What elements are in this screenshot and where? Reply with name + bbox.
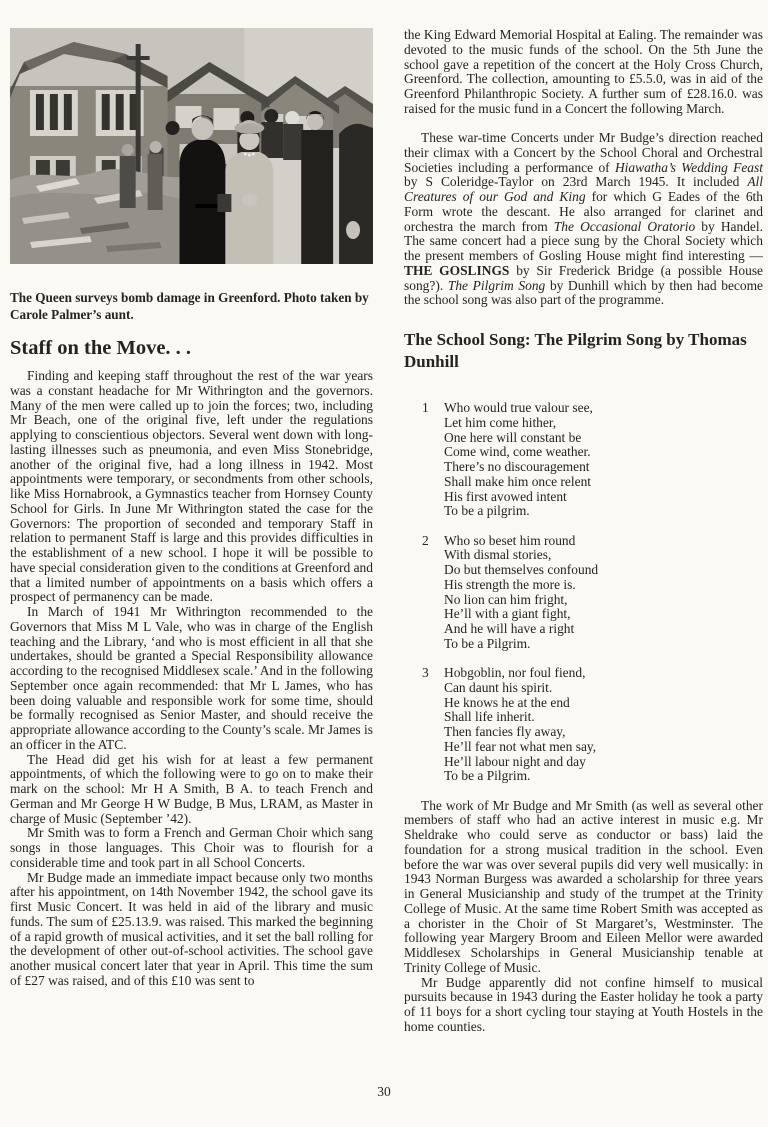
left-column (10, 28, 373, 989)
verse-line: Then fancies fly away, (444, 724, 566, 739)
verse-lines (444, 666, 596, 784)
text-segment: In March of 1941 Mr Withrington recommended to the Governors that Miss M L Vale, who was in charge of the English teaching and the Library, ‘and who is most efficient in all that she undertakes, should be granted a Special Responsibility allowance according to the recognised Middlesex scale.’ And in the following September once again recommended: that Mr L James, who has been doing valuable and responsible work for some time, should be formally recognised as Senior Master, and should receive the appropriate allowance according to the County’s scale. Mr James is an officer in the ATC. (10, 604, 373, 752)
text-segment: Mr Smith was to form a French and German Choir which sang songs in those languages. This Choir was to flourish for a considerable time and took part in all School Concerts. (10, 825, 373, 870)
text-segment: for which G Eades of the 6th Form wrote the descant. He also arranged for clarinet and orchestra the march from (404, 189, 763, 234)
verse-line: With dismal stories, (444, 547, 552, 563)
verse-line: Come wind, come weather. (444, 444, 591, 460)
right-column (404, 28, 763, 1035)
song-verse (422, 666, 763, 784)
text-segment: by S Coleridge-Taylor on 23rd March 1945. It included (404, 174, 748, 190)
text-segment: Mr Budge apparently did not confine himself to musical pursuits because in 1943 during the Easter holiday he took a party of 11 boys for a short cycling tour staying at Youth Hostels in the home counties. (404, 974, 763, 1034)
rubble-pile (10, 169, 195, 264)
section-heading-school-song: The School Song: The Pilgrim Song by Thomas Dunhill (404, 330, 747, 371)
text-segment: by Dunhill which by then had become the school song was also part of the programme. (404, 277, 764, 308)
text-segment: Hiawatha’s Wedding Feast (614, 159, 763, 175)
verse-line: To be a Pilgrim. (444, 635, 531, 651)
song-verse (422, 534, 763, 652)
verse-line: No lion can him fright, (444, 591, 568, 607)
text-segment: by Handel. The same concert had a piece sung by the Choral Society which the present members of Gosling House might find interesting — (404, 218, 763, 263)
text-segment: The work of Mr Budge and Mr Smith (as well as several other members of staff who had an active interest in music e.g. Mr Sheldrake who could serve as conductor or bass) laid the foundation for a strong musical tradition in the school. Even before the war was over several pupils did very well musically: in 1943 Norman Burgess was awarded a scholarship for three years in General Musicianship and study of the trumpet at the Trinity College of Music. At the same time Robert Smith was accepted as a chorister in the Choir of St Margaret’s, Westminster. The following year Margery Broom and Eileen Mellor were awarded Middlesex Scholarships in General Musicianship tenable at Trinity College of Music. (404, 797, 763, 975)
verse-line: Shall make him once relent (444, 473, 592, 489)
verse-line: He’ll fear not what men say, (444, 738, 597, 754)
left-column-paragraphs (10, 369, 373, 989)
text-segment: The Head did get his wish for at least a few permanent appointments, of which the following were to go on to make their mark on the school: Mr H A Smith, B A. to teach French and German and Mr George H W Budge, B Mus, LRAM, as Master in charge of Music (September ’42). (10, 751, 373, 826)
song-verse (422, 401, 763, 519)
paragraph (10, 826, 373, 870)
verse-line: Hobgoblin, nor foul fiend, (444, 665, 586, 680)
photo-queen-bomb-damage (10, 28, 373, 264)
verse-line: Who so beset him round (444, 532, 576, 548)
paragraph (404, 28, 763, 117)
verse-line: His strength the more is. (444, 576, 576, 592)
paragraph (404, 976, 763, 1035)
verse-lines (444, 401, 593, 519)
text-segment: THE GOSLINGS (404, 262, 510, 278)
verse-number: 1 (422, 400, 429, 415)
right-column-top-paragraphs (404, 28, 763, 308)
text-segment: The Pilgrim Song (447, 277, 546, 293)
right-column-bottom-paragraphs (404, 799, 763, 1035)
right-edge-figure (339, 124, 373, 264)
section-heading-staff-on-the-move: Staff on the Move. . . (10, 337, 192, 359)
text-segment: The Occasional Oratorio (553, 218, 696, 234)
verse-lines (444, 534, 598, 652)
photo-caption: The Queen surveys bomb damage in Greenford. Photo taken by Carole Palmer’s aunt. (10, 290, 369, 322)
paragraph (404, 799, 763, 976)
verse-line: He’ll labour night and day (444, 753, 586, 769)
paragraph (10, 753, 373, 827)
text-segment: Finding and keeping staff throughout the rest of the war years was a constant headache for Mr Withrington and the governors. Many of the men were called up to join the forces; two, including Mr Beach, one of the original five, left under the regulations applying to conscientious objectors. Several went down with long-lasting illnesses such as pneumonia, and even Miss Stonebridge, another of the original five, had a long illness in 1942. Most appointments were temporary, or secondments from other schools, like Miss Hornabrook, a Gymnastics teacher from Hornsey County School for Girls. In June Mr Withrington stated the case for the Governors: The proportion of seconded and temporary Staff in relation to permanent Staff is large and this provides difficulties in the establishment of a new school. I hope it will be possible to have special consideration given to the conditions at Greenford and that a limited number of appointments on a basis which offers a prospect of permanency can be made. (10, 368, 373, 605)
verse-line: He’ll with a giant fight, (444, 606, 571, 622)
photo-image (10, 28, 373, 264)
page-number: 30 (377, 1084, 391, 1099)
paragraph (404, 131, 763, 308)
text-segment: Mr Budge made an immediate impact because only two months after his appointment, on 14th November 1942, the school gave its first Music Concert. It was held in aid of the library and music funds. The sum of £25.13.9. was raised. This marked the beginning of a rapid growth of musical activities, and it set the ball rolling for the development of other out-of-school activities. The school gave another musical concert later that year in April. This time the sum of £27 was raised, and of this £10 was sent to (10, 869, 373, 988)
text-segment: All Creatures of our God and King (404, 174, 763, 204)
verse-line: To be a Pilgrim. (444, 768, 531, 784)
paragraph (10, 871, 373, 989)
verse-line: Can daunt his spirit. (444, 679, 553, 695)
verse-line: One here will constant be (444, 429, 582, 445)
text-segment: These war-time Concerts under Mr Budge’s direction reached their climax with a Concert by the School Choral and Orchestral Societies including a performance of (404, 130, 763, 175)
verse-line: And he will have a right (444, 621, 575, 636)
verse-line: Do but themselves confound (444, 562, 599, 577)
verse-number: 2 (422, 532, 429, 548)
song-verses (404, 401, 763, 784)
verse-number: 3 (422, 665, 429, 680)
paragraph (10, 605, 373, 753)
paragraph (10, 369, 373, 605)
verse-line: To be a pilgrim. (444, 503, 530, 519)
verse-line: Let him come hither, (444, 414, 557, 430)
text-segment: the King Edward Memorial Hospital at Ealing. The remainder was devoted to the music funds of the school. On the 5th June the school gave a repetition of the concert at the Holy Cross Church, Greenford. The collection, amounting to £5.5.0, was in aid of the Greenford Philanthropic Society. A further sum of £28.16.0. was raised for the music fund in a Concert the following March. (404, 27, 763, 116)
text-segment: by Sir Frederick Bridge (a possible House song?). (404, 262, 764, 293)
verse-line: Shall life inherit. (444, 709, 535, 725)
verse-line: His first avowed intent (444, 488, 567, 504)
verse-line: Who would true valour see, (444, 400, 593, 415)
verse-line: There’s no discouragement (444, 459, 590, 474)
verse-line: He knows he at the end (444, 694, 570, 710)
